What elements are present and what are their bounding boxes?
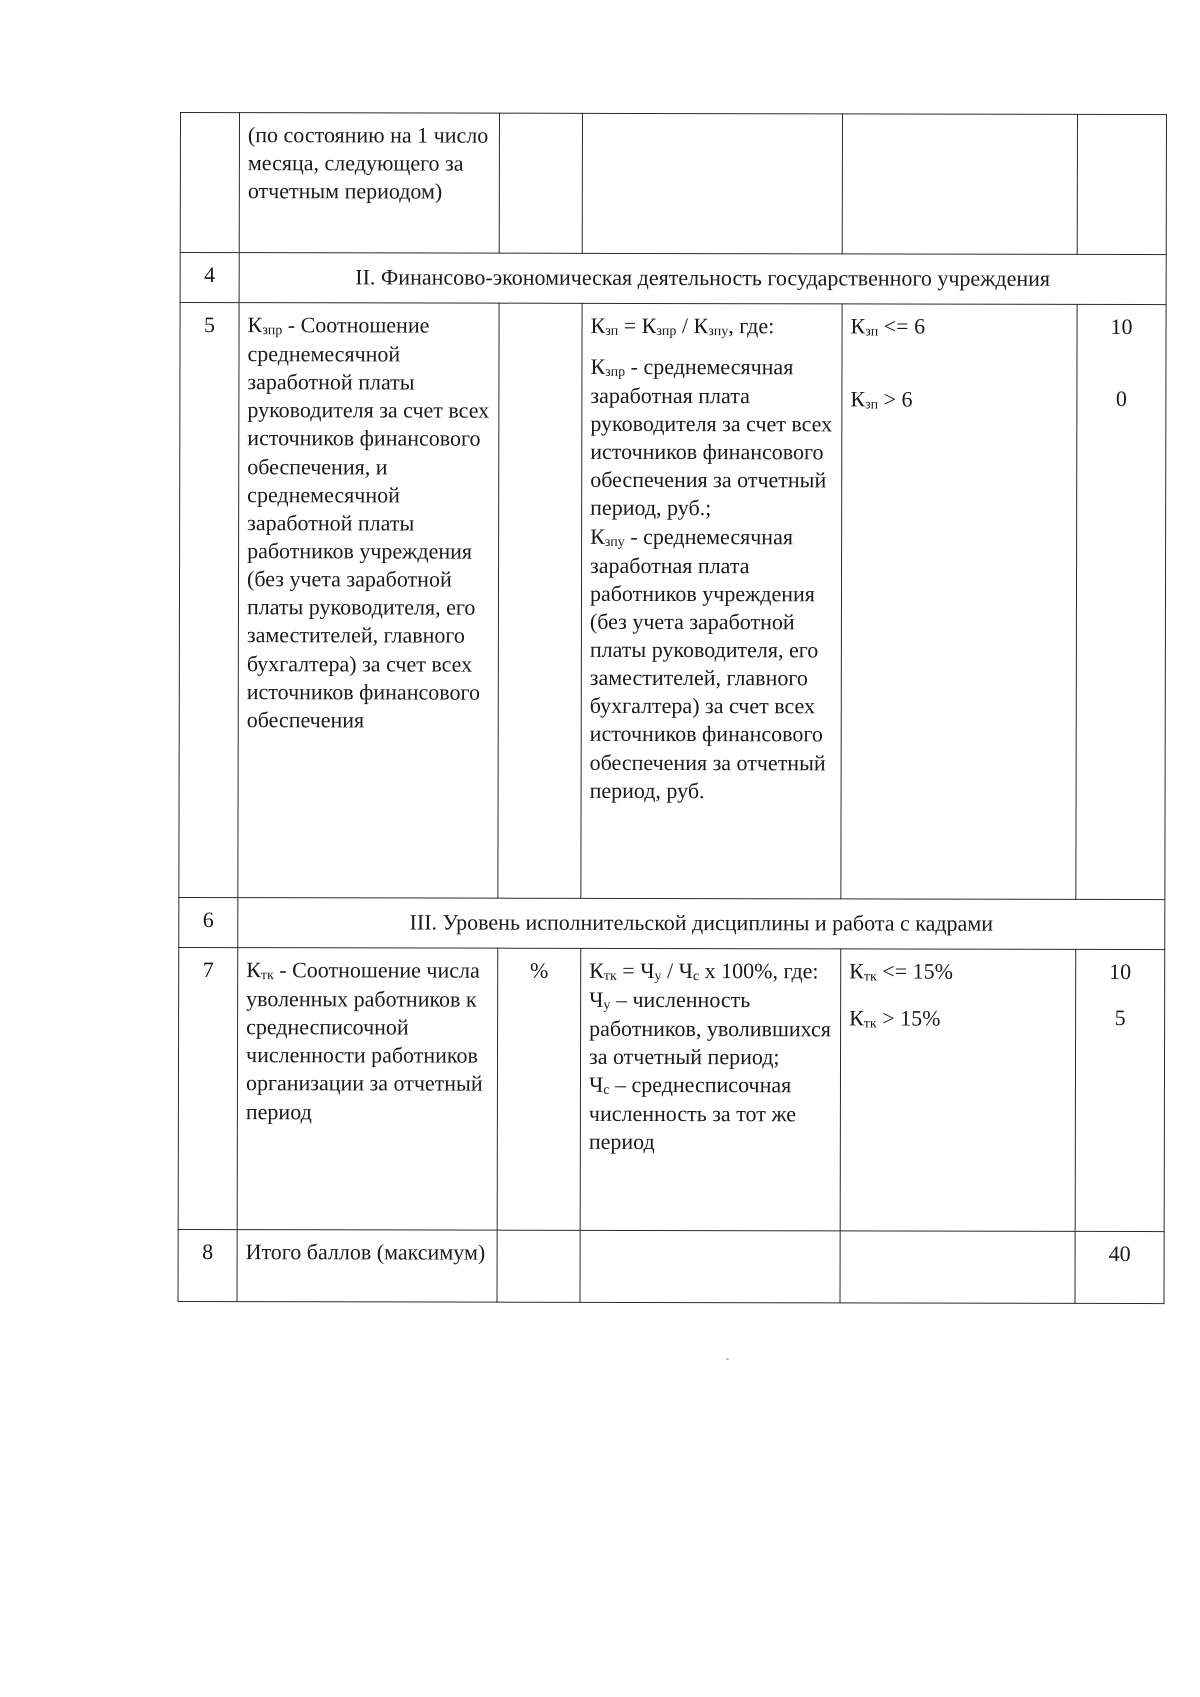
indicator-subscript: тк	[260, 968, 274, 984]
criteria-cell	[842, 114, 1077, 254]
criteria-cell	[840, 949, 1076, 1231]
section-heading: III. Уровень исполнительской дисциплины и работа с кадрами	[238, 898, 1165, 950]
indicator-cell	[238, 303, 499, 899]
row-number: 6	[179, 897, 238, 947]
row-number: 4	[180, 253, 239, 303]
criterion: $К_{зп} > 6$	[850, 386, 913, 413]
points-value: 10	[1110, 313, 1133, 339]
table-row	[178, 947, 1165, 1231]
points-cell	[1076, 304, 1166, 899]
points-cell	[1077, 114, 1166, 254]
indicator-symbol: К	[247, 312, 263, 338]
formula-definition: $Ч_с$ – среднесписочная численность за тот же период	[588, 1071, 797, 1155]
table-row	[180, 113, 1166, 255]
indicator-text: - Соотношение среднемесячной заработной платы руководителя за счет всех источников финансового обеспечения, и среднемесячной заработной платы работников учреждения (без учета заработной платы руководителя, его заместителей, главного бухгалтера) за счет всех источников финансового обеспечения	[246, 312, 490, 733]
indicator-symbol: К	[246, 957, 261, 983]
indicator-cell	[239, 113, 499, 254]
formula-expression: $К_{зп} = К_{зпр} / К_{зпу}$, где:	[590, 312, 775, 340]
row-number: 5	[179, 303, 239, 898]
indicator-cell	[237, 948, 498, 1231]
indicator-cell: Итого баллов (максимум)	[237, 1230, 497, 1303]
criteria-cell	[841, 304, 1077, 899]
unit-cell	[497, 1230, 580, 1302]
unit-cell	[499, 113, 582, 253]
criterion: $К_{зп} <= 6$	[850, 313, 926, 340]
formula-cell	[582, 113, 842, 254]
criterion: $К_{тк} <= 15\%$	[849, 958, 953, 985]
points-cell	[1075, 949, 1165, 1231]
formula-definition: $К_{зпу}$ - среднемесячная заработная плата работников учреждения (без учета заработной платы руководителя, его заместителей, главного бухгалтера) за счет всех источников финансового обеспечения за отчетный период, руб.	[589, 523, 826, 803]
formula-cell	[581, 303, 842, 899]
table-row	[179, 303, 1166, 900]
points-value: 0	[1115, 386, 1127, 412]
formula-cell	[580, 1230, 840, 1303]
unit-cell: %	[497, 948, 581, 1230]
formula-definition: $К_{зпр}$ - среднемесячная заработная плата руководителя за счет всех источников финансового обеспечения за отчетный период, руб.;	[590, 353, 833, 521]
indicator-text: - Соотношение числа уволенных работников к среднесписочной численности работников организации за отчетный период	[245, 957, 483, 1124]
row-number: 7	[178, 947, 238, 1229]
row-number: 8	[178, 1229, 237, 1301]
criteria-cell	[840, 1231, 1075, 1303]
section-row	[179, 897, 1165, 949]
section-heading: II. Финансово-экономическая деятельность государственного учреждения	[239, 253, 1166, 305]
formula-definition: $Ч_у$ – численность работников, уволившихся за отчетный период;	[588, 986, 831, 1070]
scan-speck	[726, 1358, 729, 1360]
total-row	[178, 1229, 1164, 1303]
formula-expression: $К_{тк} = Ч_у / Ч_с$ х 100%, где:	[589, 957, 819, 985]
unit-cell	[498, 303, 582, 898]
criterion: $К_{тк} > 15\%$	[849, 1005, 941, 1032]
indicator-text: (по состоянию на 1 число месяца, следующего за отчетным периодом)	[247, 122, 489, 204]
points-value: 10	[1109, 958, 1132, 984]
criteria-table	[178, 112, 1167, 1304]
row-number-cell	[180, 113, 239, 253]
points-value: 5	[1114, 1005, 1126, 1031]
section-row	[180, 253, 1166, 305]
indicator-subscript: зпр	[262, 323, 283, 339]
formula-cell	[580, 948, 841, 1231]
points-total: 40	[1075, 1231, 1164, 1303]
